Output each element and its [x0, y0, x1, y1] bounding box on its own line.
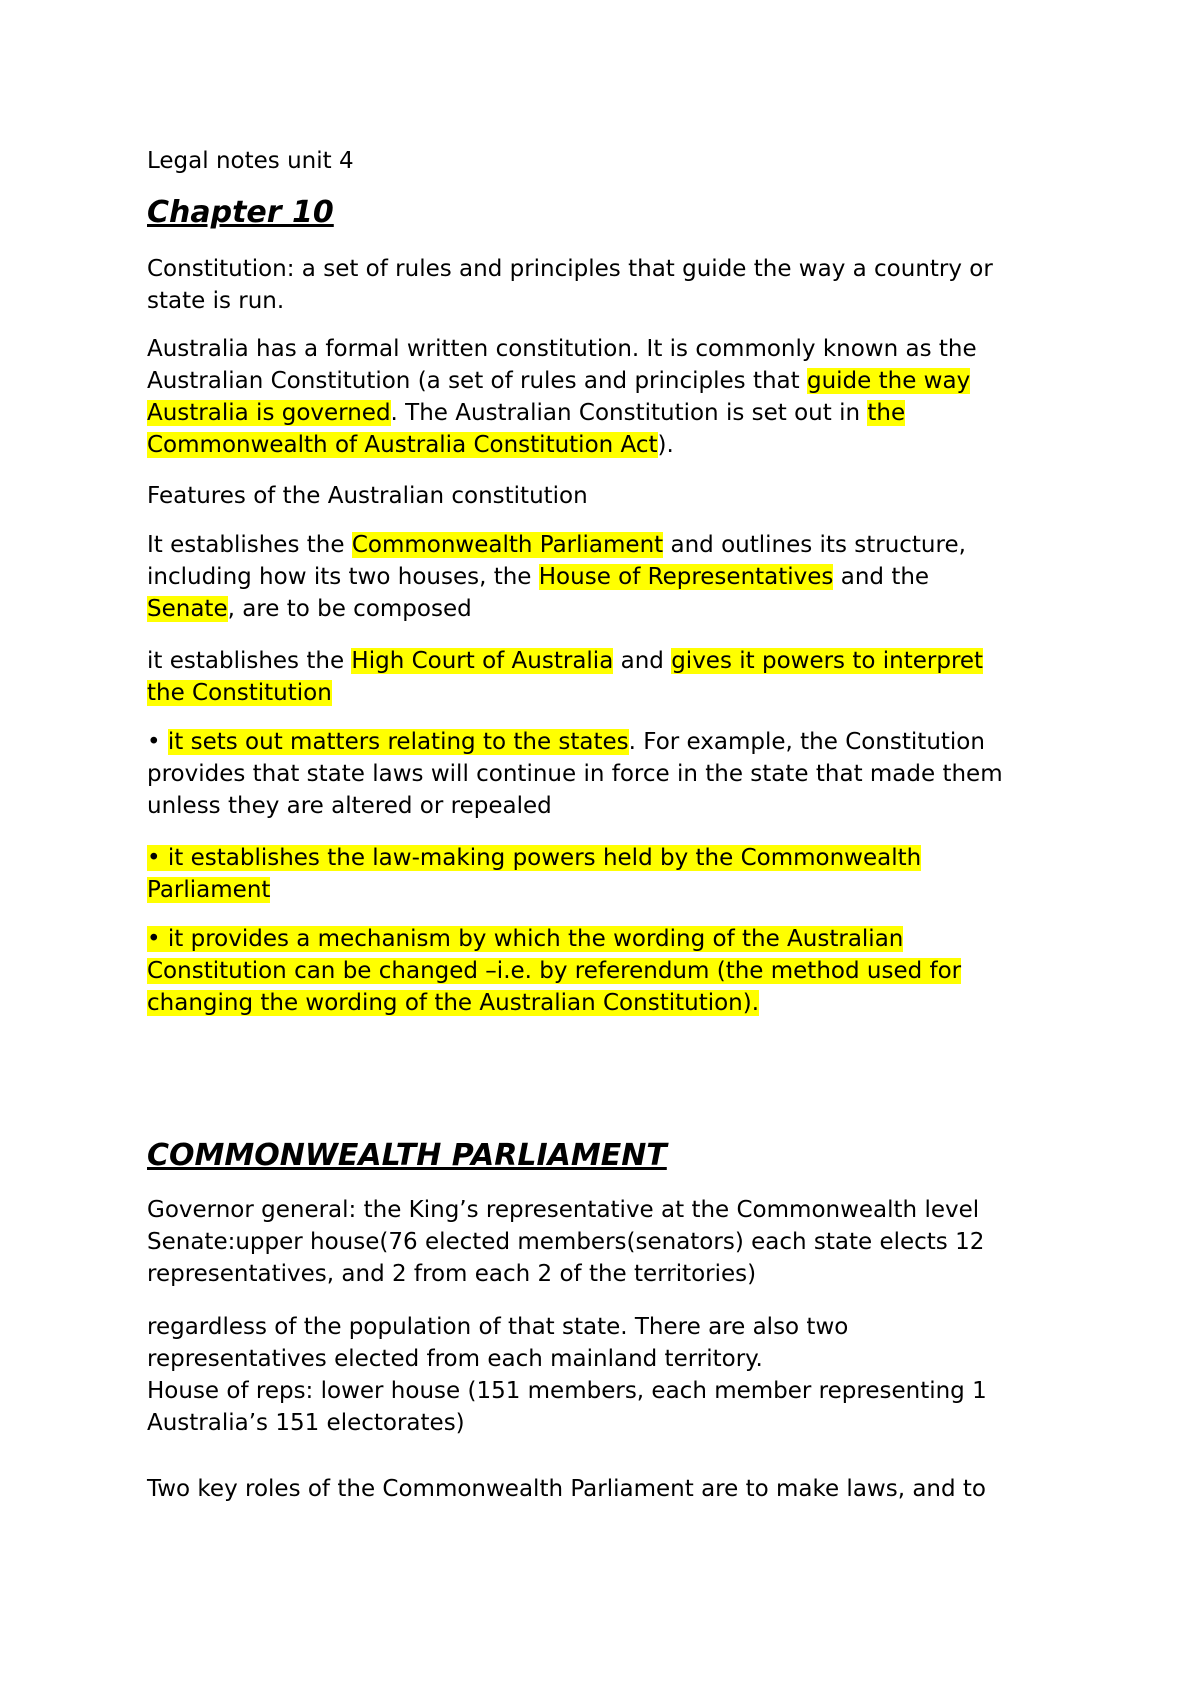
regardless-line-1: regardless of the population of that state. There are also two	[147, 1314, 849, 1340]
feature-item-high-court	[147, 645, 983, 709]
text-run: and	[613, 648, 672, 674]
features-heading: Features of the Australian constitution	[147, 483, 588, 509]
feature5-line-2	[147, 955, 961, 987]
feature3-line-1	[147, 726, 1003, 758]
text-run: including how its two houses, the	[147, 564, 539, 590]
highlighted-text: Constitution can be changed –i.e. by referendum (the method used for	[147, 958, 962, 984]
highlighted-text: • it provides a mechanism by which the wording of the Australian	[147, 926, 904, 952]
highlighted-text: it sets out matters relating to the states	[167, 729, 629, 755]
feature-item-law-making	[147, 842, 921, 906]
text-run: It establishes the	[147, 532, 352, 558]
australia-line-4	[147, 429, 977, 461]
highlighted-text: Commonwealth Parliament	[351, 532, 664, 558]
parliament-heading: COMMONWEALTH PARLIAMENT	[147, 1138, 667, 1173]
highlighted-text: the Constitution	[147, 680, 332, 706]
feature1-line-3	[147, 593, 966, 625]
governor-paragraph	[147, 1194, 984, 1290]
highlighted-text: High Court of Australia	[351, 648, 614, 674]
text-run: and the	[833, 564, 930, 590]
highlighted-text: Parliament	[147, 877, 271, 903]
feature5-line-3	[147, 987, 961, 1019]
roles-paragraph	[147, 1473, 986, 1505]
text-run: it establishes the	[147, 648, 352, 674]
document-title: Legal notes unit 4	[147, 148, 354, 174]
highlighted-text: • it establishes the law-making powers held by the Commonwealth	[147, 845, 922, 871]
feature4-line-2	[147, 874, 921, 906]
definition-line-1: Constitution: a set of rules and principles that guide the way a country or	[147, 256, 993, 282]
highlighted-text: Senate	[147, 596, 228, 622]
highlighted-text: Commonwealth of Australia Constitution Act	[147, 432, 658, 458]
feature-item-referendum	[147, 923, 961, 1019]
feature1-line-2	[147, 561, 966, 593]
constitution-definition	[147, 253, 993, 317]
bullet: •	[147, 729, 168, 755]
regardless-line-2: representatives elected from each mainland territory.	[147, 1346, 763, 1372]
australia-line-1: Australia has a formal written constitution. It is commonly known as the	[147, 336, 977, 362]
australia-paragraph	[147, 333, 977, 461]
governor-line-3: representatives, and 2 from each 2 of the territories)	[147, 1261, 757, 1287]
highlighted-text: changing the wording of the Australian Constitution).	[147, 990, 760, 1016]
feature2-line-2	[147, 677, 983, 709]
australia-line-3	[147, 397, 977, 429]
feature-item-parliament	[147, 529, 966, 625]
australia-line-2	[147, 365, 977, 397]
roles-line-1: Two key roles of the Commonwealth Parliament are to make laws, and to	[147, 1476, 987, 1502]
feature3-line-3: unless they are altered or repealed	[147, 793, 552, 819]
text-run: , are to be composed	[227, 596, 472, 622]
highlighted-text: gives it powers to interpret	[671, 648, 984, 674]
feature1-line-1	[147, 529, 966, 561]
highlighted-text: Australia is governed	[147, 400, 391, 426]
highlighted-text: guide the way	[806, 368, 971, 394]
feature3-line-2: provides that state laws will continue in force in the state that made them	[147, 761, 1003, 787]
regardless-line-3: House of reps: lower house (151 members, each member representing 1	[147, 1378, 987, 1404]
text-run: . For example, the Constitution	[628, 729, 985, 755]
regardless-line-4: Australia’s 151 electorates)	[147, 1410, 465, 1436]
regardless-paragraph	[147, 1311, 987, 1439]
text-run: and outlines its structure,	[663, 532, 966, 558]
text-run: Australian Constitution (a set of rules and principles that	[147, 368, 807, 394]
text-run: ).	[657, 432, 674, 458]
definition-line-2: state is run.	[147, 288, 285, 314]
feature4-line-1	[147, 842, 921, 874]
governor-line-2: Senate:upper house(76 elected members(senators) each state elects 12	[147, 1229, 985, 1255]
highlighted-text: House of Representatives	[538, 564, 834, 590]
feature2-line-1	[147, 645, 983, 677]
feature5-line-1	[147, 923, 961, 955]
governor-line-1: Governor general: the King’s representative at the Commonwealth level	[147, 1197, 980, 1223]
highlighted-text: the	[867, 400, 906, 426]
feature-item-states	[147, 726, 1003, 822]
chapter-heading: Chapter 10	[147, 195, 334, 230]
text-run: . The Australian Constitution is set out in	[390, 400, 868, 426]
